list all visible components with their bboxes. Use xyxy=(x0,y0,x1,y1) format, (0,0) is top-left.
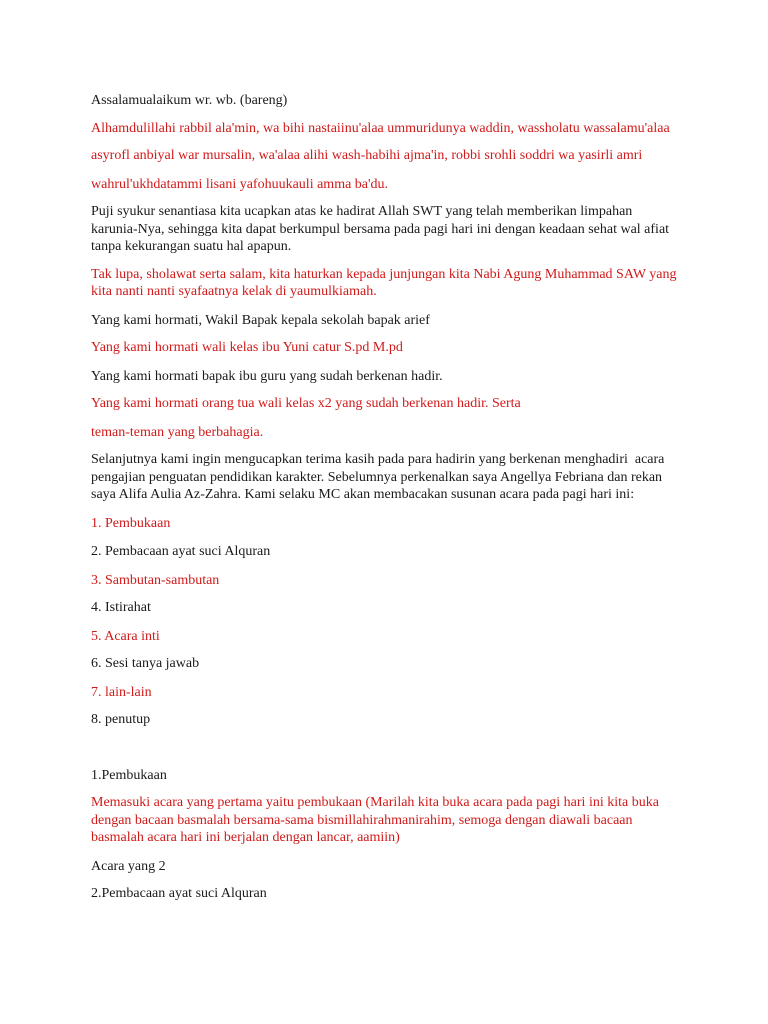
intro-paragraph: Selanjutnya kami ingin mengucapkan terima kasih pada para hadirin yang berkenan menghadiri acara pengajian penguatan pendidikan karakter. Sebelumnya perkenalkan saya Angellya Febriana dan rekan saya Alifa Aulia Az-Zahra. Kami selaku MC akan membacakan susunan acara pada pagi hari ini: xyxy=(91,452,668,502)
honor-line-5: teman-teman yang berbahagia. xyxy=(91,424,264,440)
greeting-line: Assalamualaikum wr. wb. (bareng) xyxy=(91,93,288,108)
honor-line-1: Yang kami hormati, Wakil Bapak kepala sekolah bapak arief xyxy=(91,312,430,328)
opening-prayer-line-2: asyrofl anbiyal war mursalin, wa'alaa alihi wash-habihi ajma'in, robbi srohli soddri wa yasirli amri xyxy=(91,148,643,163)
agenda-item-3: 3. Sambutan-sambutan xyxy=(91,572,220,588)
honor-line-2: Yang kami hormati wali kelas ibu Yuni catur S.pd M.pd xyxy=(91,340,403,355)
agenda-item-2: 2. Pembacaan ayat suci Alquran xyxy=(91,544,271,559)
section-pembukaan-text: Memasuki acara yang pertama yaitu pembukaan (Marilah kita buka acara pada pagi hari ini kita buka dengan bacaan basmalah bersama-sama bismillahirahmanirahim, semoga dengan diawali bacaan basmalah acara hari ini berjalan dengan lancar, aamiin) xyxy=(91,795,663,845)
document-body xyxy=(91,92,681,903)
section-next-line: Acara yang 2 xyxy=(91,858,166,874)
agenda-item-5: 5. Acara inti xyxy=(91,628,160,644)
agenda-item-4: 4. Istirahat xyxy=(91,600,151,615)
gratitude-paragraph: Puji syukur senantiasa kita ucapkan atas ke hadirat Allah SWT yang telah memberikan limpahan karunia-Nya, sehingga kita dapat berkumpul bersama pada pagi hari ini dengan keadaan sehat wal afiat tanpa kekurangan suatu hal apapun. xyxy=(91,204,673,254)
agenda-item-6: 6. Sesi tanya jawab xyxy=(91,656,200,671)
sholawat-paragraph: Tak lupa, sholawat serta salam, kita haturkan kepada junjungan kita Nabi Agung Muhammad SAW yang kita nanti nanti syafaatnya kelak di yaumulkiamah. xyxy=(91,266,680,299)
section-heading-alquran: 2.Pembacaan ayat suci Alquran xyxy=(91,886,267,901)
opening-prayer-line-1: Alhamdulillahi rabbil ala'min, wa bihi nastaiinu'alaa ummuridunya waddin, wassholatu wassalamu'alaa xyxy=(91,120,670,136)
honor-line-3: Yang kami hormati bapak ibu guru yang sudah berkenan hadir. xyxy=(91,368,443,384)
agenda-item-1: 1. Pembukaan xyxy=(91,515,171,531)
opening-prayer-line-3: wahrul'ukhdatammi lisani yafohuukauli amma ba'du. xyxy=(91,176,389,192)
honor-line-4: Yang kami hormati orang tua wali kelas x2 yang sudah berkenan hadir. Serta xyxy=(91,396,521,411)
agenda-item-8: 8. penutup xyxy=(91,712,151,727)
agenda-item-7: 7. lain-lain xyxy=(91,684,152,700)
section-heading-pembukaan: 1.Pembukaan xyxy=(91,767,167,783)
